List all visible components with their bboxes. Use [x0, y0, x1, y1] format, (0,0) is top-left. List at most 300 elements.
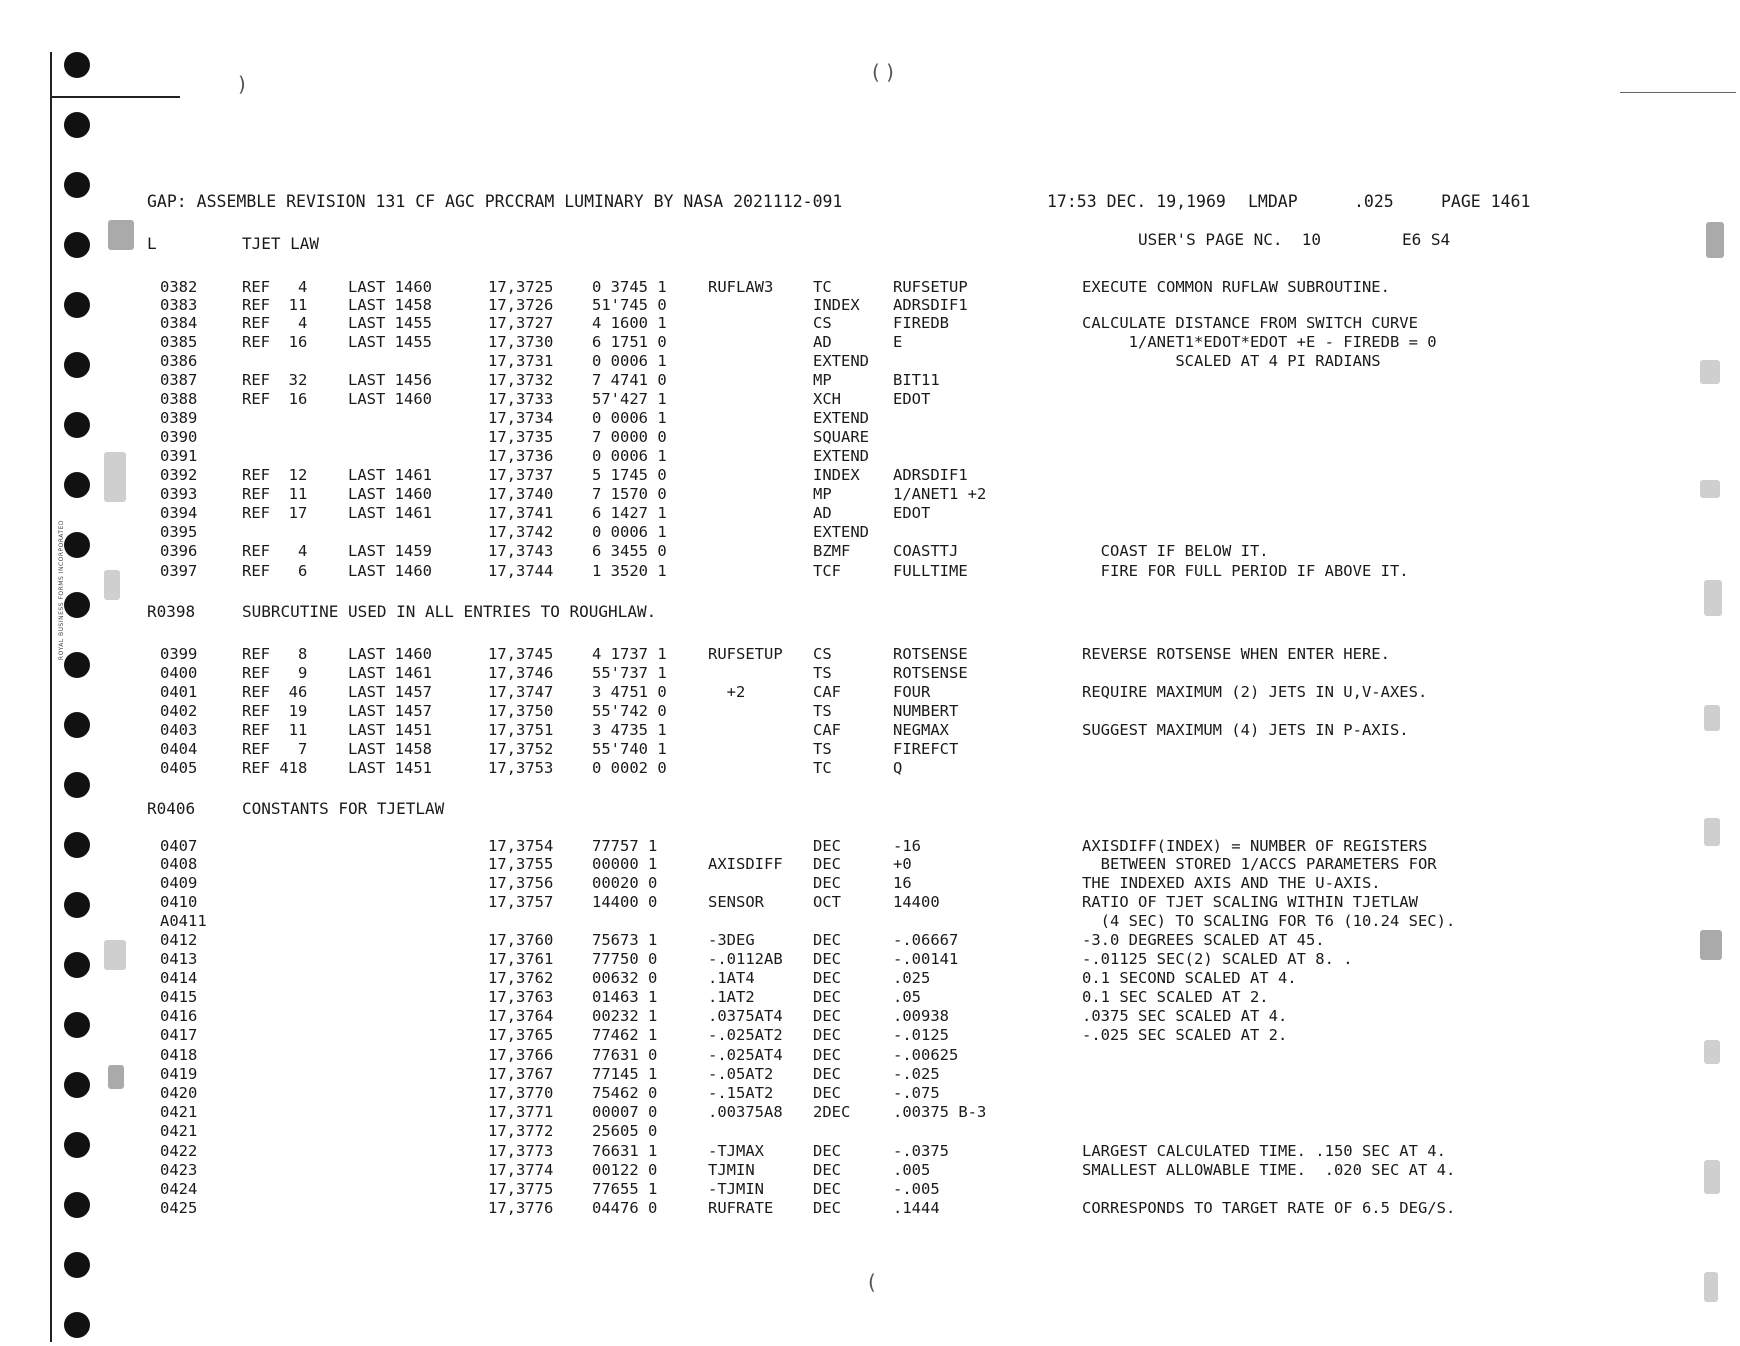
comment-text: .0375 SEC SCALED AT 4.: [1082, 1007, 1288, 1025]
reference-count: REF 7: [242, 740, 308, 758]
listing-row: [0, 466, 1740, 484]
last-reference: LAST 1451: [348, 759, 432, 777]
operand: E: [893, 333, 903, 351]
reference-count: REF 4: [242, 278, 308, 296]
memory-address: 17,3754: [488, 837, 554, 855]
octal-word: 6 3455 0: [592, 542, 667, 560]
listing-line-number: 0395: [160, 523, 198, 541]
operand: EDOT: [893, 390, 931, 408]
feed-hole: [64, 232, 90, 258]
listing-line-number: 0402: [160, 702, 198, 720]
last-reference: LAST 1460: [348, 390, 432, 408]
octal-word: 5 1745 0: [592, 466, 667, 484]
octal-word: 77631 0: [592, 1046, 658, 1064]
last-reference: LAST 1460: [348, 645, 432, 663]
comment-text: SUGGEST MAXIMUM (4) JETS IN P-AXIS.: [1082, 721, 1409, 739]
listing-timestamp: 17:53 DEC. 19,1969: [1047, 192, 1226, 211]
operand: 14400: [893, 893, 940, 911]
operand: BIT11: [893, 371, 940, 389]
listing-line-number: 0388: [160, 390, 198, 408]
symbol-label: -.05AT2: [708, 1065, 774, 1083]
listing-row: [0, 1046, 1740, 1064]
listing-row: [0, 740, 1740, 758]
opcode: EXTEND: [813, 352, 869, 370]
listing-line-number: 0412: [160, 931, 198, 949]
last-reference: LAST 1451: [348, 721, 432, 739]
octal-word: 57'427 1: [592, 390, 667, 408]
listing-row: [0, 428, 1740, 446]
opcode: DEC: [813, 855, 841, 873]
listing-line-number: 0416: [160, 1007, 198, 1025]
operand: NEGMAX: [893, 721, 949, 739]
listing-line-number: 0421: [160, 1103, 198, 1121]
octal-word: 7 1570 0: [592, 485, 667, 503]
listing-line-number: 0404: [160, 740, 198, 758]
comment-text: -3.0 DEGREES SCALED AT 45.: [1082, 931, 1325, 949]
memory-address: 17,3735: [488, 428, 554, 446]
reference-count: REF 418: [242, 759, 308, 777]
listing-row: [0, 645, 1740, 663]
opcode: DEC: [813, 931, 841, 949]
comment-text: REVERSE ROTSENSE WHEN ENTER HERE.: [1082, 645, 1390, 663]
listing-row: [0, 562, 1740, 580]
reference-count: REF 4: [242, 542, 308, 560]
listing-line-number: 0393: [160, 485, 198, 503]
listing-line-number: 0408: [160, 855, 198, 873]
memory-address: 17,3745: [488, 645, 554, 663]
listing-line-number: 0421: [160, 1122, 198, 1140]
reference-count: REF 11: [242, 721, 308, 739]
memory-address: 17,3727: [488, 314, 554, 332]
comment-text: -.01125 SEC(2) SCALED AT 8. .: [1082, 950, 1353, 968]
memory-address: 17,3771: [488, 1103, 554, 1121]
feed-hole: [64, 1252, 90, 1278]
symbol-label: -TJMIN: [708, 1180, 764, 1198]
reference-count: REF 17: [242, 504, 308, 522]
memory-address: 17,3760: [488, 931, 554, 949]
opcode: TC: [813, 759, 832, 777]
opcode: DEC: [813, 1180, 841, 1198]
listing-row: [0, 912, 1740, 930]
opcode: DEC: [813, 874, 841, 892]
top-rule-right: [1620, 92, 1736, 93]
listing-line-number: 0384: [160, 314, 198, 332]
reference-count: REF 4: [242, 314, 308, 332]
opcode: CAF: [813, 721, 841, 739]
program-name: LMDAP: [1248, 192, 1298, 211]
listing-line-number: 0400: [160, 664, 198, 682]
octal-word: 6 1751 0: [592, 333, 667, 351]
opcode: TS: [813, 664, 832, 682]
reference-count: REF 8: [242, 645, 308, 663]
feed-hole: [64, 112, 90, 138]
opcode: DEC: [813, 1084, 841, 1102]
last-reference: LAST 1458: [348, 740, 432, 758]
listing-row: [0, 296, 1740, 314]
octal-word: 76631 1: [592, 1142, 658, 1160]
octal-word: 1 3520 1: [592, 562, 667, 580]
opcode: MP: [813, 371, 832, 389]
memory-address: 17,3762: [488, 969, 554, 987]
memory-address: 17,3755: [488, 855, 554, 873]
opcode: MP: [813, 485, 832, 503]
last-reference: LAST 1461: [348, 664, 432, 682]
opcode: AD: [813, 504, 832, 522]
operand: ADRSDIF1: [893, 296, 968, 314]
listing-row: [0, 278, 1740, 296]
opcode: CS: [813, 314, 832, 332]
opcode: DEC: [813, 969, 841, 987]
listing-line-number: 0405: [160, 759, 198, 777]
section-line-number: R0398: [147, 602, 196, 621]
octal-word: 25605 0: [592, 1122, 658, 1140]
listing-row: [0, 1142, 1740, 1160]
opcode: CS: [813, 645, 832, 663]
octal-word: 6 1427 1: [592, 504, 667, 522]
listing-line-number: 0396: [160, 542, 198, 560]
memory-address: 17,3765: [488, 1026, 554, 1044]
scan-smudge: [1704, 580, 1722, 616]
symbol-label: SENSOR: [708, 893, 764, 911]
comment-text: SCALED AT 4 PI RADIANS: [1082, 352, 1381, 370]
opcode: DEC: [813, 1161, 841, 1179]
feed-hole: [64, 172, 90, 198]
octal-word: 55'737 1: [592, 664, 667, 682]
listing-line-number: 0382: [160, 278, 198, 296]
listing-line-number: 0414: [160, 969, 198, 987]
memory-address: 17,3772: [488, 1122, 554, 1140]
symbol-label: TJMIN: [708, 1161, 755, 1179]
octal-word: 04476 0: [592, 1199, 658, 1217]
opcode: DEC: [813, 988, 841, 1006]
listing-row: [0, 931, 1740, 949]
octal-word: 0 0006 1: [592, 523, 667, 541]
symbol-label: -.0112AB: [708, 950, 783, 968]
memory-address: 17,3737: [488, 466, 554, 484]
operand: -.075: [893, 1084, 940, 1102]
operand: ROTSENSE: [893, 645, 968, 663]
comment-text: (4 SEC) TO SCALING FOR T6 (10.24 SEC).: [1082, 912, 1456, 930]
comment-text: -.025 SEC SCALED AT 2.: [1082, 1026, 1288, 1044]
operand: -.0125: [893, 1026, 949, 1044]
memory-address: 17,3763: [488, 988, 554, 1006]
octal-word: 0 0006 1: [592, 409, 667, 427]
operand: 16: [893, 874, 912, 892]
opcode: EXTEND: [813, 523, 869, 541]
last-reference: LAST 1455: [348, 333, 432, 351]
comment-text: REQUIRE MAXIMUM (2) JETS IN U,V-AXES.: [1082, 683, 1428, 701]
reference-count: REF 46: [242, 683, 308, 701]
section-line-number: R0406: [147, 799, 196, 818]
comment-text: SMALLEST ALLOWABLE TIME. .020 SEC AT 4.: [1082, 1161, 1456, 1179]
memory-address: 17,3747: [488, 683, 554, 701]
reference-count: REF 6: [242, 562, 308, 580]
listing-line-number: 0394: [160, 504, 198, 522]
listing-line-number: 0397: [160, 562, 198, 580]
symbol-label: .1AT4: [708, 969, 755, 987]
tape-code: E6 S4: [1402, 230, 1451, 249]
memory-address: 17,3757: [488, 893, 554, 911]
memory-address: 17,3756: [488, 874, 554, 892]
listing-row: [0, 1122, 1740, 1140]
comment-text: 1/ANET1*EDOT*EDOT +E - FIREDB = 0: [1082, 333, 1437, 351]
memory-address: 17,3776: [488, 1199, 554, 1217]
octal-word: 55'742 0: [592, 702, 667, 720]
memory-address: 17,3733: [488, 390, 554, 408]
comment-text: RATIO OF TJET SCALING WITHIN TJETLAW: [1082, 893, 1418, 911]
version-number: .025: [1354, 192, 1394, 211]
octal-word: 0 0006 1: [592, 447, 667, 465]
page-number: PAGE 1461: [1441, 192, 1531, 211]
opcode: TS: [813, 702, 832, 720]
listing-line-number: 0409: [160, 874, 198, 892]
octal-word: 7 0000 0: [592, 428, 667, 446]
listing-line-number: 0424: [160, 1180, 198, 1198]
listing-line-number: 0420: [160, 1084, 198, 1102]
listing-row: [0, 409, 1740, 427]
comment-text: 0.1 SEC SCALED AT 2.: [1082, 988, 1269, 1006]
listing-line-number: 0413: [160, 950, 198, 968]
listing-row: [0, 683, 1740, 701]
octal-word: 00007 0: [592, 1103, 658, 1121]
symbol-label: -.025AT4: [708, 1046, 783, 1064]
operand: -.005: [893, 1180, 940, 1198]
scan-smudge: [108, 220, 134, 250]
memory-address: 17,3730: [488, 333, 554, 351]
listing-line-number: 0410: [160, 893, 198, 911]
opcode: DEC: [813, 1007, 841, 1025]
octal-word: 00000 1: [592, 855, 658, 873]
listing-line-number: 0403: [160, 721, 198, 739]
listing-line-number: A0411: [160, 912, 207, 930]
memory-address: 17,3766: [488, 1046, 554, 1064]
operand: 1/ANET1 +2: [893, 485, 987, 503]
listing-line-number: 0390: [160, 428, 198, 446]
operand: .005: [893, 1161, 931, 1179]
opcode: CAF: [813, 683, 841, 701]
opcode: DEC: [813, 1046, 841, 1064]
feed-hole: [64, 1312, 90, 1338]
feed-hole: [64, 52, 90, 78]
operand: -.00625: [893, 1046, 959, 1064]
symbol-label: RUFLAW3: [708, 278, 774, 296]
listing-line-number: 0419: [160, 1065, 198, 1083]
memory-address: 17,3750: [488, 702, 554, 720]
listing-row: [0, 893, 1740, 911]
operand: FOUR: [893, 683, 931, 701]
scan-smudge: [1704, 1272, 1718, 1302]
memory-address: 17,3732: [488, 371, 554, 389]
last-reference: LAST 1455: [348, 314, 432, 332]
listing-row: [0, 837, 1740, 855]
symbol-label: -.15AT2: [708, 1084, 774, 1102]
octal-word: 0 3745 1: [592, 278, 667, 296]
listing-row: [0, 874, 1740, 892]
comment-text: CALCULATE DISTANCE FROM SWITCH CURVE: [1082, 314, 1418, 332]
memory-address: 17,3741: [488, 504, 554, 522]
listing-line-number: 0415: [160, 988, 198, 1006]
listing-row: [0, 1026, 1740, 1044]
opcode: TC: [813, 278, 832, 296]
opcode: DEC: [813, 950, 841, 968]
symbol-label: RUFRATE: [708, 1199, 774, 1217]
operand: EDOT: [893, 504, 931, 522]
listing-line-number: 0392: [160, 466, 198, 484]
operand: -.025: [893, 1065, 940, 1083]
listing-row: [0, 485, 1740, 503]
operand: -.06667: [893, 931, 959, 949]
operand: ROTSENSE: [893, 664, 968, 682]
operand: -16: [893, 837, 921, 855]
last-reference: LAST 1460: [348, 278, 432, 296]
section-heading: SUBRCUTINE USED IN ALL ENTRIES TO ROUGHLAW.: [242, 602, 657, 621]
listing-row: [0, 969, 1740, 987]
listing-row: [0, 390, 1740, 408]
comment-text: COAST IF BELOW IT.: [1082, 542, 1269, 560]
operand: FULLTIME: [893, 562, 968, 580]
operand: Q: [893, 759, 903, 777]
listing-row: [0, 523, 1740, 541]
octal-word: 51'745 0: [592, 296, 667, 314]
listing-line-number: 0385: [160, 333, 198, 351]
memory-address: 17,3734: [488, 409, 554, 427]
listing-row: [0, 447, 1740, 465]
listing-row: [0, 950, 1740, 968]
listing-line-number: 0417: [160, 1026, 198, 1044]
octal-word: 7 4741 0: [592, 371, 667, 389]
comment-text: AXISDIFF(INDEX) = NUMBER OF REGISTERS: [1082, 837, 1428, 855]
last-reference: LAST 1459: [348, 542, 432, 560]
operand: .05: [893, 988, 921, 1006]
listing-line-number: 0422: [160, 1142, 198, 1160]
opcode: SQUARE: [813, 428, 869, 446]
octal-word: 55'740 1: [592, 740, 667, 758]
operand: COASTTJ: [893, 542, 959, 560]
memory-address: 17,3753: [488, 759, 554, 777]
operand: +0: [893, 855, 912, 873]
operand: -.00141: [893, 950, 959, 968]
octal-word: 77655 1: [592, 1180, 658, 1198]
operand: .00938: [893, 1007, 949, 1025]
listing-row: [0, 855, 1740, 873]
listing-line-number: 0401: [160, 683, 198, 701]
symbol-label: -3DEG: [708, 931, 755, 949]
operand: .1444: [893, 1199, 940, 1217]
last-reference: LAST 1460: [348, 562, 432, 580]
octal-word: 4 1600 1: [592, 314, 667, 332]
listing-row: [0, 1161, 1740, 1179]
listing-row: [0, 1007, 1740, 1025]
memory-address: 17,3726: [488, 296, 554, 314]
reference-count: REF 16: [242, 390, 308, 408]
comment-text: BETWEEN STORED 1/ACCS PARAMETERS FOR: [1082, 855, 1437, 873]
opcode: DEC: [813, 1142, 841, 1160]
symbol-label: -.025AT2: [708, 1026, 783, 1044]
octal-word: 0 0006 1: [592, 352, 667, 370]
listing-line-number: 0383: [160, 296, 198, 314]
last-reference: LAST 1461: [348, 504, 432, 522]
reference-count: REF 9: [242, 664, 308, 682]
listing-row: [0, 542, 1740, 560]
memory-address: 17,3742: [488, 523, 554, 541]
listing-line-number: 0389: [160, 409, 198, 427]
octal-word: 75673 1: [592, 931, 658, 949]
listing-row: [0, 504, 1740, 522]
operand: .025: [893, 969, 931, 987]
reference-count: REF 19: [242, 702, 308, 720]
last-reference: LAST 1457: [348, 702, 432, 720]
octal-word: 77462 1: [592, 1026, 658, 1044]
opcode: INDEX: [813, 466, 860, 484]
listing-row: [0, 314, 1740, 332]
octal-word: 77750 0: [592, 950, 658, 968]
comment-text: CORRESPONDS TO TARGET RATE OF 6.5 DEG/S.: [1082, 1199, 1456, 1217]
octal-word: 00632 0: [592, 969, 658, 987]
listing-line-number: 0387: [160, 371, 198, 389]
memory-address: 17,3736: [488, 447, 554, 465]
memory-address: 17,3740: [488, 485, 554, 503]
listing-row: [0, 759, 1740, 777]
symbol-label: +2: [708, 683, 746, 701]
octal-word: 77757 1: [592, 837, 658, 855]
listing-line-number: 0386: [160, 352, 198, 370]
listing-row: [0, 352, 1740, 370]
listing-line-number: 0391: [160, 447, 198, 465]
symbol-label: AXISDIFF: [708, 855, 783, 873]
comment-text: LARGEST CALCULATED TIME. .150 SEC AT 4.: [1082, 1142, 1446, 1160]
reference-count: REF 16: [242, 333, 308, 351]
operand: NUMBERT: [893, 702, 959, 720]
memory-address: 17,3773: [488, 1142, 554, 1160]
listing-row: [0, 1084, 1740, 1102]
octal-word: 3 4751 0: [592, 683, 667, 701]
comment-text: 0.1 SECOND SCALED AT 4.: [1082, 969, 1297, 987]
reference-count: REF 11: [242, 485, 308, 503]
opcode: 2DEC: [813, 1103, 851, 1121]
reference-count: REF 11: [242, 296, 308, 314]
octal-word: 75462 0: [592, 1084, 658, 1102]
listing-line-number: 0399: [160, 645, 198, 663]
opcode: AD: [813, 333, 832, 351]
memory-address: 17,3751: [488, 721, 554, 739]
symbol-label: RUFSETUP: [708, 645, 783, 663]
opcode: BZMF: [813, 542, 851, 560]
opcode: DEC: [813, 1065, 841, 1083]
listing-row: [0, 1103, 1740, 1121]
operand: FIREFCT: [893, 740, 959, 758]
opcode: TS: [813, 740, 832, 758]
octal-word: 0 0002 0: [592, 759, 667, 777]
opcode: TCF: [813, 562, 841, 580]
memory-address: 17,3743: [488, 542, 554, 560]
octal-word: 00122 0: [592, 1161, 658, 1179]
listing-row: [0, 988, 1740, 1006]
last-reference: LAST 1457: [348, 683, 432, 701]
memory-address: 17,3770: [488, 1084, 554, 1102]
opcode: EXTEND: [813, 447, 869, 465]
operand: ADRSDIF1: [893, 466, 968, 484]
opcode: DEC: [813, 1199, 841, 1217]
stray-mark: (: [868, 1270, 876, 1294]
memory-address: 17,3731: [488, 352, 554, 370]
octal-word: 14400 0: [592, 893, 658, 911]
section-heading: CONSTANTS FOR TJETLAW: [242, 799, 445, 818]
stray-mark: ): [238, 72, 246, 96]
listing-row: [0, 1180, 1740, 1198]
octal-word: 00020 0: [592, 874, 658, 892]
stray-mark: ( ): [872, 60, 894, 84]
octal-word: 00232 1: [592, 1007, 658, 1025]
